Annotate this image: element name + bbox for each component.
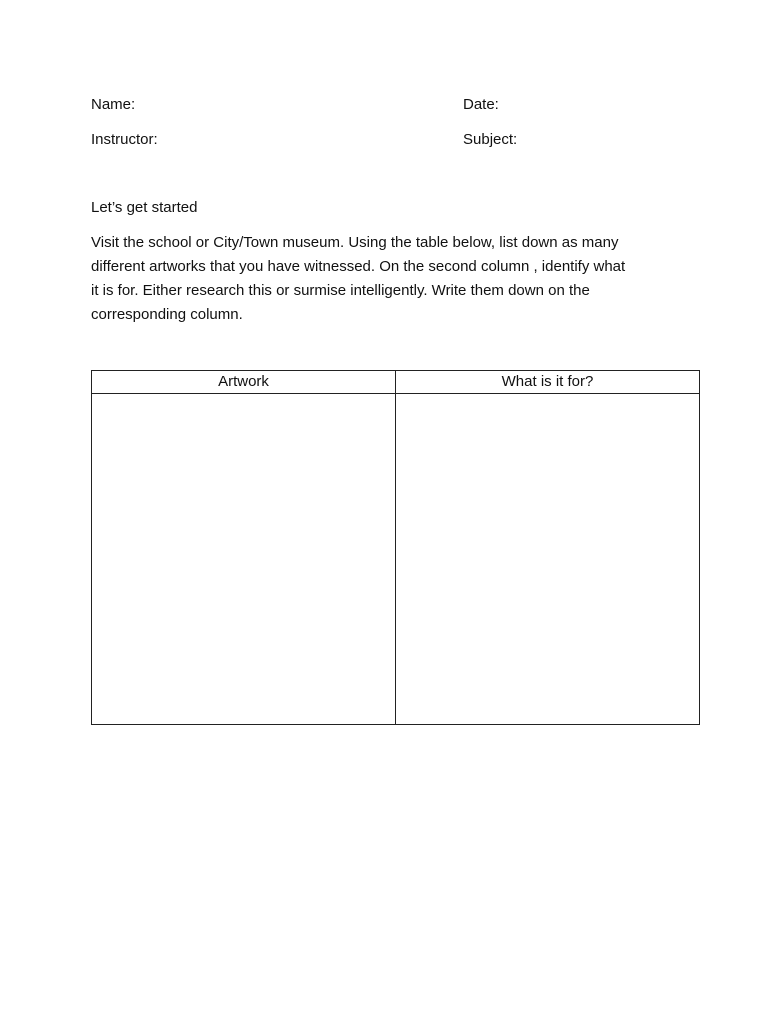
subject-label: Subject: (463, 131, 518, 148)
column-header-purpose: What is it for? (396, 371, 700, 394)
date-label: Date: (463, 96, 499, 113)
table-row (92, 394, 700, 725)
section-heading: Let’s get started (91, 199, 198, 216)
artworks-table (91, 370, 700, 725)
instructions-line: different artworks that you have witnessed. On the second column , identify what (91, 258, 626, 275)
name-label: Name: (91, 96, 136, 113)
column-header-artwork: Artwork (92, 371, 396, 394)
instructions-paragraph (91, 231, 691, 327)
instructor-label: Instructor: (91, 131, 158, 148)
instructions-line: it is for. Either research this or surmise intelligently. Write them down on the (91, 282, 590, 299)
table-header-row (92, 371, 700, 394)
instructions-line: corresponding column. (91, 306, 243, 323)
instructions-line: Visit the school or City/Town museum. Using the table below, list down as many (91, 234, 619, 251)
artwork-entry-cell[interactable] (92, 394, 396, 725)
purpose-entry-cell[interactable] (396, 394, 700, 725)
